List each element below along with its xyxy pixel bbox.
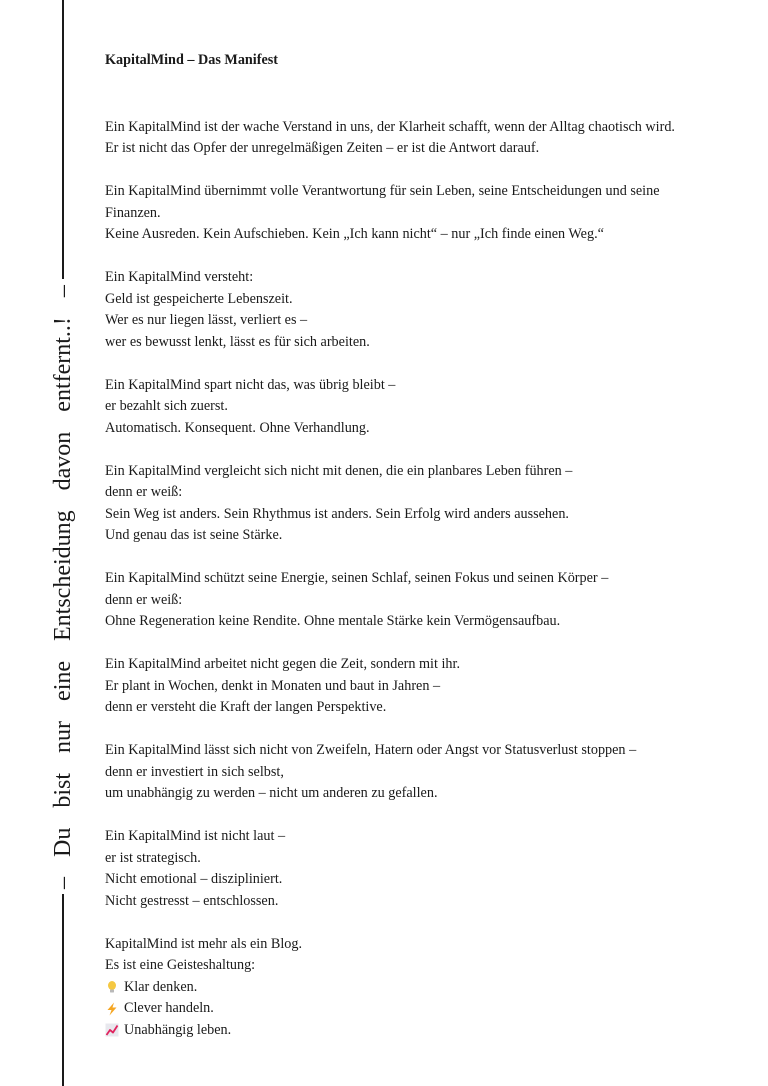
manifest-paragraphs: [105, 117, 745, 913]
manifest-paragraph: [105, 826, 745, 912]
paragraph-line: er ist strategisch.: [105, 849, 201, 866]
sidebar-vertical-text-container: [44, 284, 82, 890]
paragraph-line: Er plant in Wochen, denkt in Monaten und baut in Jahren –: [105, 677, 441, 694]
paragraph-line: Ein KapitalMind ist der wache Verstand in uns, der Klarheit schafft, wenn der Alltag chaotisch wird.: [105, 118, 675, 135]
manifest-paragraph: [105, 181, 745, 246]
paragraph-line: Wer es nur liegen lässt, verliert es –: [105, 312, 308, 328]
paragraph-line: Ohne Regeneration keine Rendite. Ohne mentale Stärke kein Vermögensaufbau.: [105, 613, 561, 629]
paragraph-line: er bezahlt sich zuerst.: [105, 398, 228, 414]
paragraph-line: Geld ist gespeicherte Lebenszeit.: [105, 290, 293, 307]
closing-line: KapitalMind ist mehr als ein Blog.: [105, 935, 303, 952]
manifest-paragraph: [105, 740, 745, 805]
manifest-paragraph: [105, 267, 745, 353]
closing-list-item: [105, 1020, 745, 1042]
closing-item-text: Clever handeln.: [124, 1000, 214, 1016]
paragraph-line: Nicht emotional – diszipliniert.: [105, 871, 283, 887]
closing-item-text: Klar denken.: [124, 978, 198, 995]
light-bulb-icon: [105, 980, 119, 994]
paragraph-line: Ein KapitalMind arbeitet nicht gegen die Zeit, sondern mit ihr.: [105, 656, 460, 672]
paragraph-line: Ein KapitalMind ist nicht laut –: [105, 828, 286, 844]
paragraph-line: Keine Ausreden. Kein Aufschieben. Kein „Ich kann nicht“ – nur „Ich finde einen Weg.“: [105, 226, 604, 242]
closing-list-item: [105, 977, 745, 999]
paragraph-line: um unabhängig zu werden – nicht um anderen zu gefallen.: [105, 785, 438, 801]
paragraph-line: Er ist nicht das Opfer der unregelmäßigen Zeiten – er ist die Antwort darauf.: [105, 140, 540, 156]
paragraph-line: denn er weiß:: [105, 484, 183, 500]
sidebar-vertical-text: – Du bist nur eine Entscheidung davon entfernt..! –: [50, 285, 76, 889]
paragraph-line: Ein KapitalMind vergleicht sich nicht mit denen, die ein planbares Leben führen –: [105, 462, 573, 479]
manifest-paragraph: [105, 117, 745, 160]
paragraph-line: denn er versteht die Kraft der langen Perspektive.: [105, 699, 387, 715]
closing-line: Es ist eine Geisteshaltung:: [105, 957, 256, 973]
sidebar-line-bottom: [62, 894, 64, 1086]
manifest-paragraph: [105, 461, 745, 547]
paragraph-line: Automatisch. Konsequent. Ohne Verhandlung.: [105, 419, 370, 436]
paragraph-line: Nicht gestresst – entschlossen.: [105, 892, 279, 909]
paragraph-line: wer es bewusst lenkt, lässt es für sich arbeiten.: [105, 333, 370, 350]
manifest-paragraph: [105, 568, 745, 633]
paragraph-line: Ein KapitalMind schützt seine Energie, seinen Schlaf, seinen Fokus und seinen Körper –: [105, 570, 609, 586]
manifest-paragraph: [105, 375, 745, 440]
paragraph-line: denn er investiert in sich selbst,: [105, 763, 284, 780]
paragraph-line: Ein KapitalMind spart nicht das, was übrig bleibt –: [105, 376, 396, 393]
paragraph-line: Ein KapitalMind übernimmt volle Verantwortung für sein Leben, seine Entscheidungen und seine: [105, 183, 660, 199]
paragraph-line: Finanzen.: [105, 204, 161, 221]
paragraph-line: Und genau das ist seine Stärke.: [105, 527, 283, 543]
paragraph-line: Ein KapitalMind lässt sich nicht von Zweifeln, Hatern oder Angst vor Statusverlust stoppen –: [105, 742, 637, 758]
manifest-paragraph: [105, 654, 745, 719]
document-title: KapitalMind – Das Manifest: [105, 52, 279, 68]
paragraph-line: Sein Weg ist anders. Sein Rhythmus ist anders. Sein Erfolg wird anders aussehen.: [105, 505, 569, 522]
closing-list-item: [105, 998, 745, 1020]
manifest-document: [105, 50, 745, 1063]
closing-section: [105, 934, 745, 1042]
lightning-icon: [105, 1002, 119, 1016]
paragraph-line: Ein KapitalMind versteht:: [105, 269, 254, 285]
chart-increasing-icon: [105, 1023, 119, 1037]
sidebar-slogan: Du bist nur eine Entscheidung davon entfernt..!: [50, 317, 76, 857]
closing-item-text: Unabhängig leben.: [124, 1021, 232, 1038]
sidebar-line-top: [62, 0, 64, 279]
paragraph-line: denn er weiß:: [105, 591, 183, 608]
